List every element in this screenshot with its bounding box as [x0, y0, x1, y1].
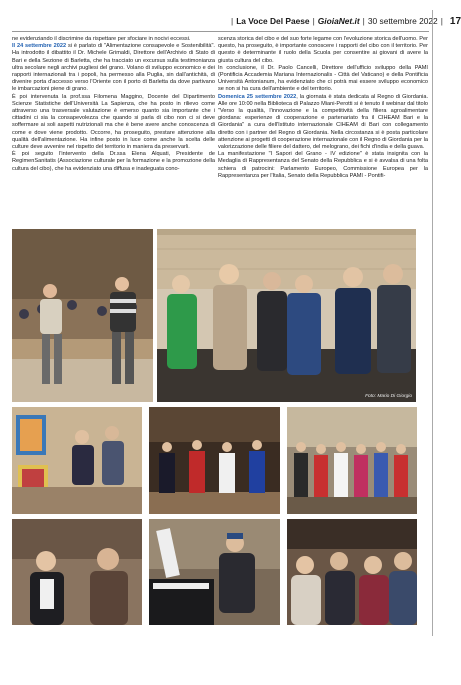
photo-credit: Foto: Mario Di Giorgio: [365, 394, 412, 399]
photo-group-portrait: [157, 229, 416, 402]
paragraph: [218, 94, 428, 152]
paragraph: [218, 36, 428, 65]
paragraph-text: È poi intervenuta la prof.ssa Filomena Maggino, Docente del Dipartimento Scienze Statistiche dell'Università La Sapienza, che ha posto in rilievo come attraverso una trasversale valutazione è emerso quanto sia importante che i cittadini ci sia la consapevolezza che quando si parla di cibo non ci si deve soffermare ai soli aspetti nutrizionali ma che è bene avere anche conoscenza di come e dove viene prodotto. Occorre, ha proseguito, prestare attenzione alla qualità dell'alimentazione. Ha infine posto in luce come anche la scelta delle culture deve avvenire nel rispetto del territorio in maniera da preservarli.: [12, 93, 215, 151]
photo-folk-dance-group: [287, 407, 417, 514]
page-edge-rule: [432, 10, 433, 636]
paragraph: [12, 94, 215, 152]
page-number: 17: [449, 15, 461, 27]
event-date: Domenica 25 settembre 2022: [218, 93, 297, 100]
paragraph-text: È poi seguito l'intervento della Dr.ssa Elena Alquati, Presidente de RegimenSanitatis (Associazione culturale per la formazione e la promozione della cultura del cibo), che ha evidenziato una diffusa e inadeguata cono-: [12, 151, 215, 172]
event-date: Il 24 settembre 2022: [12, 43, 67, 50]
article-column-right: [218, 36, 428, 224]
publication-name: La Voce Del Paese: [236, 16, 310, 26]
photo-audience: [287, 519, 417, 625]
paragraph: [12, 36, 215, 43]
paragraph-text: In conclusione, il Dr. Paolo Cancelli, Direttore dell'ufficio sviluppo della PAMI (Pontificia Accademia Mariana Internazionalis - Città del Vaticano) e della Pontificia Università Antonianum, ha evidenziato che ci potrà mai essere sviluppo economico se non si ha cura dell'ambiente e del territorio.: [218, 64, 428, 93]
photo-painting-exhibit: [12, 407, 142, 514]
header-rule: [12, 31, 429, 32]
page-header: | La Voce Del Paese | GioiaNet.it | 30 settembre 2022 | 17: [231, 15, 461, 27]
article-column-left: [12, 36, 215, 224]
photo-women-speaking: [12, 519, 142, 625]
photo-pianist: [149, 519, 280, 625]
paragraph-text: ne evidenziando il discrimine da rispettare per sfociare in nocivi eccessi.: [12, 36, 191, 42]
paragraph: [12, 151, 215, 173]
paragraph-text: , la giornata è stata dedicata al Regno di Giordania. Alle ore 10:00 nella Biblioteca di Palazzo Miani-Perotti si è tenuto il webinar dal titolo "Verso la qualità, l'innovazione e la competitività della filiera agroalimentare giordana: esperienze di cooperazione e partenariato fra il CIHEAM Bari e la Giordania" a cura dell'Istituto internazionale CIHEAM di Bari con collegamento diretto con i partner del Regno di Giordania. Nella circostanza si è posta particolare attenzione ai progetti di cooperazione internazionale con il Regno di Giordania per la valorizzazione delle filiere del dattero, del melograno, dei fichi d'india e della guava.: [218, 93, 428, 151]
paragraph: [218, 65, 428, 94]
paragraph-text: si è parlato di "Alimentazione consapevole e Sostenibilità". Ha introdotto il dibattito il Dr. Michele Grimaldi, Direttore dell'Archivio di Stato di Bari e della Sezione di Barletta, che ha tracciato un excursus sulla testimonianza ultra secolare negli archivi pugliesi del grano. Volano di sviluppo economico e dei rapporti internazionali tra i popoli, ha permesso alla Puglia, sin dall'antichità, di divenire porta d'accesso verso l'Oriente con il porto di Barletta da dove partivano le imbarcazioni piene di grano.: [12, 43, 215, 93]
photo-dancers-courtyard: [12, 229, 153, 402]
paragraph: [12, 43, 215, 93]
site-name: GioiaNet.it: [317, 16, 360, 26]
issue-date: 30 settembre 2022: [367, 16, 438, 26]
photo-folk-dance-stage: [149, 407, 280, 514]
paragraph: [218, 151, 428, 180]
paragraph-text: La manifestazione "I Sapori del Grano - IV edizione" è stata insignita con la Medaglia di Rappresentanza del Senato della Repubblica e si è avvalsa di una folta schiera di patrocini: Parlamento Europeo, Commissione Europea per la Rappresentanza per l'Italia, Senato della Repubblica PAMI - Pontifi-: [218, 151, 428, 179]
paragraph-text: scenza storica del cibo e del suo forte legame con l'evoluzione storica dell'uomo. Per questo, ha proseguito, è importante conoscere i rapporti del cibo con il territorio. Per questo è determinante il ruolo della Scuola per consentire ai giovani di avere la giusta cultura del cibo.: [218, 36, 428, 64]
